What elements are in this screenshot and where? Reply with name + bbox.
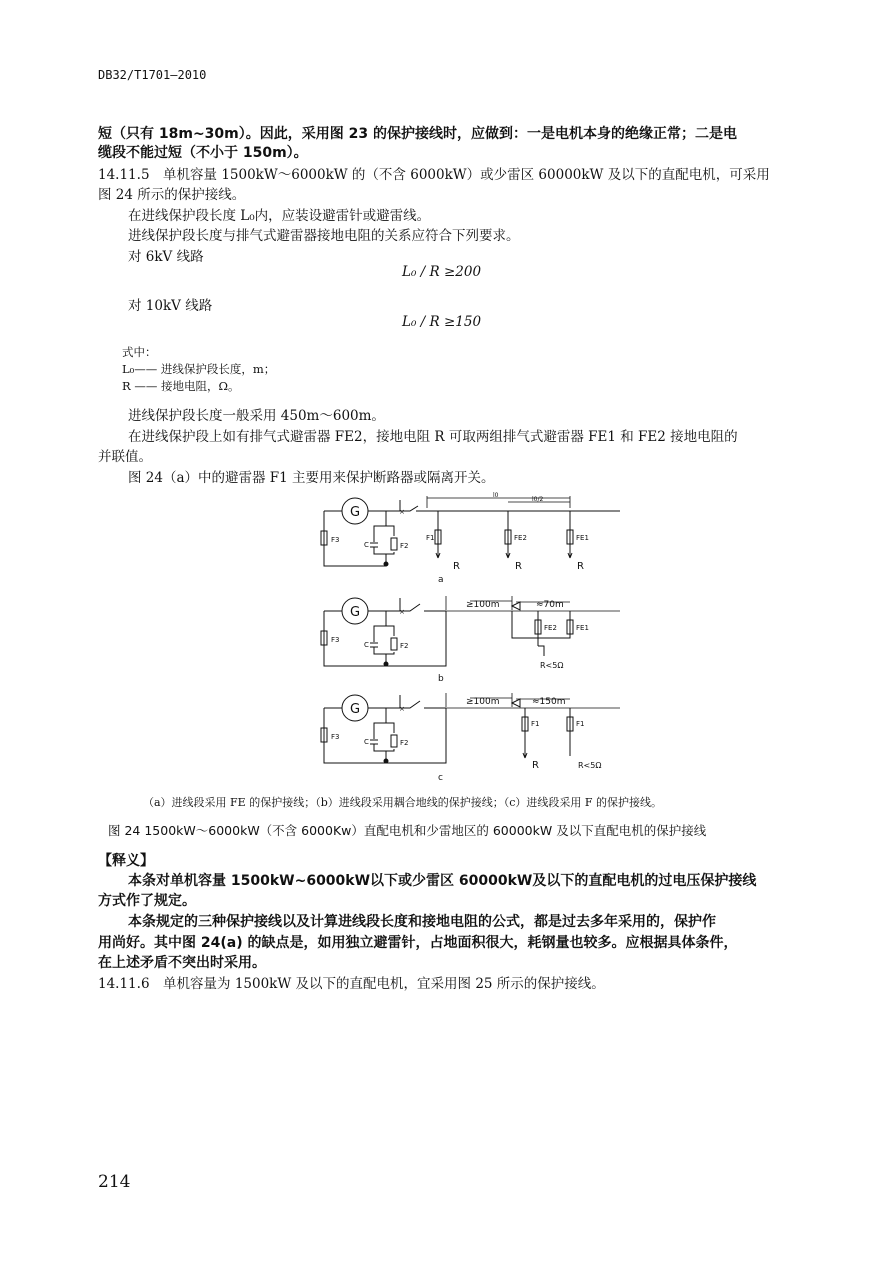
label-c: C (364, 541, 369, 549)
section-heading-interpretation: 【释义】 (98, 853, 154, 869)
clause-14-11-6: 14.11.6 单机容量为 1500kW 及以下的直配电机，宜采用图 25 所示的保护接线。 (98, 976, 605, 992)
label-fe2: FE2 (514, 534, 527, 542)
label-f3: F3 (331, 536, 340, 544)
diagram-b (321, 596, 620, 684)
diagram-a (321, 492, 620, 585)
formula-6kv: L₀ / R ≥200 (402, 264, 482, 280)
label-f3: F3 (331, 636, 340, 644)
text-line: 进线保护段长度一般采用 450m～600m。 (128, 408, 385, 424)
text-line: 并联值。 (98, 449, 152, 465)
text-line: 进线保护段长度与排气式避雷器接地电阻的关系应符合下列要求。 (128, 228, 520, 244)
svg-text:×: × (399, 508, 405, 516)
label-r-less-5: R<5Ω (540, 661, 564, 670)
text-line: 缆段不能过短（不小于 150m）。 (98, 145, 308, 161)
label-r: R (532, 760, 539, 771)
arrester-f2 (391, 638, 397, 650)
label-f3: F3 (331, 733, 340, 741)
label-b: b (438, 674, 444, 684)
label-c-diagram: c (438, 773, 443, 783)
text-line: 本条规定的三种保护接线以及计算进线段长度和接地电阻的公式，都是过去多年采用的，保护作 (128, 914, 716, 930)
doc-code: DB32/T1701—2010 (98, 68, 207, 82)
text-line: 用尚好。其中图 24(a) 的缺点是，如用独立避雷针，占地面积很大，耗钢量也较多。应根据具体条件， (98, 935, 738, 951)
text-line: 短（只有 18m~30m）。因此，采用图 23 的保护接线时，应做到：一是电机本身的绝缘正常；二是电 (98, 126, 737, 142)
svg-text:×: × (399, 608, 405, 616)
label-r: R (515, 561, 522, 572)
label-l0-half: l0/2 (532, 496, 544, 503)
label-r: R (577, 561, 584, 572)
label-fe1: FE1 (576, 534, 589, 542)
where-label: 式中： (122, 345, 157, 359)
formula-10kv: L₀ / R ≥150 (402, 314, 482, 330)
text-line: 本条对单机容量 1500kW~6000kW以下或少雷区 60000kW及以下的直配电机的过电压保护接线 (128, 873, 757, 889)
generator-label: G (349, 505, 361, 520)
text-line: 在进线保护段长度 L₀内，应装设避雷针或避雷线。 (128, 208, 431, 224)
arrester-f2 (391, 735, 397, 747)
clause-14-11-5: 14.11.5 单机容量 1500kW～6000kW 的（不含 6000kW）或少雷区 60000kW 及以下的直配电机，可采用 (98, 167, 770, 183)
label-approx-150m: ≈150m (532, 697, 566, 707)
where-item: L₀—— 进线保护段长度，m； (122, 362, 276, 376)
diagram-c (321, 693, 620, 783)
label-f2: F2 (400, 642, 409, 650)
label-f2: F2 (400, 739, 409, 747)
label-f1: F1 (531, 720, 540, 728)
label-r-less-5: R<5Ω (578, 761, 602, 770)
generator-label: G (349, 605, 361, 620)
text-line: 方式作了规定。 (98, 893, 196, 909)
label-min-100m: ≥100m (466, 697, 500, 707)
label-a: a (438, 575, 444, 585)
page-number: 214 (98, 1172, 131, 1192)
ground-dot (384, 562, 388, 566)
text-line: 在上述矛盾不突出时采用。 (98, 955, 266, 971)
label-c: C (364, 641, 369, 649)
label-f1: F1 (576, 720, 585, 728)
figure-subcaption: （a）进线段采用 FE 的保护接线；（b）进线段采用耦合地线的保护接线；（c）进线段采用 F 的保护接线。 (143, 796, 663, 809)
label-approx-70m: ≈70m (536, 600, 564, 610)
svg-text:×: × (399, 705, 405, 713)
text-line: 对 6kV 线路 (128, 249, 204, 265)
label-l0: l0 (493, 492, 499, 499)
text-line: 对 10kV 线路 (128, 298, 213, 314)
text-line: 图 24 所示的保护接线。 (98, 187, 246, 203)
label-f1: F1 (426, 534, 435, 542)
coupling-marker (512, 602, 520, 610)
label-fe1: FE1 (576, 624, 589, 632)
text-line: 图 24（a）中的避雷器 F1 主要用来保护断路器或隔离开关。 (128, 470, 495, 486)
protection-wiring-figure (300, 488, 620, 783)
label-c: C (364, 738, 369, 746)
where-item: R —— 接地电阻，Ω。 (122, 379, 240, 393)
arrester-f2 (391, 538, 397, 550)
label-min-100m: ≥100m (466, 600, 500, 610)
label-fe2: FE2 (544, 624, 557, 632)
label-r: R (453, 561, 460, 572)
label-f2: F2 (400, 542, 409, 550)
figure-caption: 图 24 1500kW～6000kW（不含 6000Kw）直配电机和少雷地区的 60000kW 及以下直配电机的保护接线 (108, 823, 707, 838)
text-line: 在进线保护段上如有排气式避雷器 FE2，接地电阻 R 可取两组排气式避雷器 FE1 和 FE2 接地电阻的 (128, 429, 738, 445)
generator-label: G (349, 702, 361, 717)
